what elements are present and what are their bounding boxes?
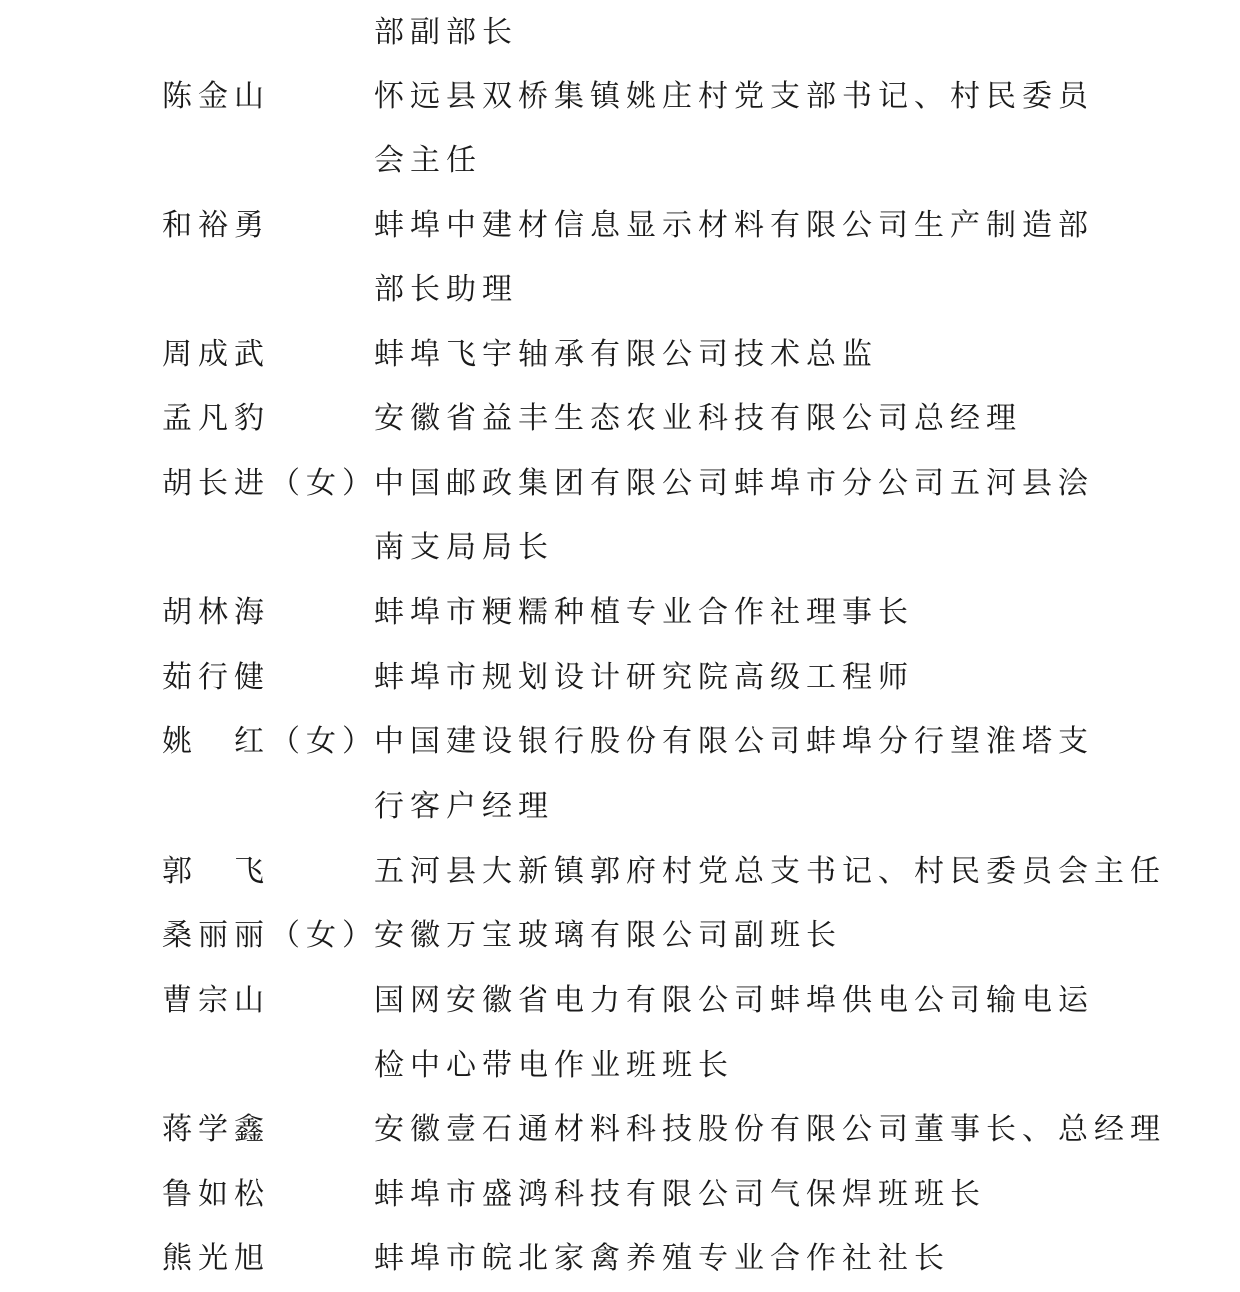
list-item-continuation — [0, 129, 1240, 193]
list-item — [0, 387, 1240, 451]
list-item — [0, 1163, 1240, 1227]
list-item — [0, 840, 1240, 904]
list-item — [0, 646, 1240, 710]
list-item — [0, 1098, 1240, 1162]
member-title: 蚌埠市粳糯种植专业合作社理事长 — [374, 595, 914, 630]
member-name: 胡林海 — [162, 595, 270, 630]
member-name: 蒋学鑫 — [162, 1112, 270, 1147]
member-title: 怀远县双桥集镇姚庄村党支部书记、村民委员 — [374, 79, 1094, 114]
member-title: 五河县大新镇郭府村党总支书记、村民委员会主任 — [374, 854, 1166, 889]
member-title: 蚌埠中建材信息显示材料有限公司生产制造部 — [374, 208, 1094, 243]
member-title: 安徽万宝玻璃有限公司副班长 — [374, 918, 842, 953]
member-title: 蚌埠飞宇轴承有限公司技术总监 — [374, 337, 878, 372]
member-name: 孟凡豹 — [162, 401, 270, 436]
list-item — [0, 710, 1240, 774]
member-name: 姚 红（女） — [162, 724, 378, 759]
member-title: 部副部长 — [374, 15, 518, 50]
list-item — [0, 1, 1240, 65]
member-title: 南支局局长 — [374, 530, 554, 565]
member-title: 国网安徽省电力有限公司蚌埠供电公司输电运 — [374, 983, 1094, 1018]
member-name: 胡长进（女） — [162, 466, 378, 501]
member-title: 部长助理 — [374, 272, 518, 307]
member-title: 会主任 — [374, 143, 482, 178]
member-name: 陈金山 — [162, 79, 270, 114]
member-title: 安徽省益丰生态农业科技有限公司总经理 — [374, 401, 1022, 436]
member-title: 中国建设银行股份有限公司蚌埠分行望淮塔支 — [374, 724, 1094, 759]
list-item-continuation — [0, 775, 1240, 839]
list-item-continuation — [0, 516, 1240, 580]
list-item — [0, 194, 1240, 258]
list-item — [0, 1227, 1240, 1291]
list-item — [0, 323, 1240, 387]
member-name: 桑丽丽（女） — [162, 918, 378, 953]
list-item-continuation — [0, 258, 1240, 322]
member-name: 熊光旭 — [162, 1241, 270, 1276]
member-title: 蚌埠市皖北家禽养殖专业合作社社长 — [374, 1241, 950, 1276]
member-title: 蚌埠市盛鸿科技有限公司气保焊班班长 — [374, 1177, 986, 1212]
list-item — [0, 452, 1240, 516]
list-item-continuation — [0, 1034, 1240, 1098]
member-title: 行客户经理 — [374, 789, 554, 824]
member-name: 鲁如松 — [162, 1177, 270, 1212]
member-title: 安徽壹石通材料科技股份有限公司董事长、总经理 — [374, 1112, 1166, 1147]
member-name: 曹宗山 — [162, 983, 270, 1018]
member-name: 和裕勇 — [162, 208, 270, 243]
member-title: 蚌埠市规划设计研究院高级工程师 — [374, 660, 914, 695]
member-name: 周成武 — [162, 337, 270, 372]
member-title: 检中心带电作业班班长 — [374, 1048, 734, 1083]
list-item — [0, 969, 1240, 1033]
member-name: 茹行健 — [162, 660, 270, 695]
member-title: 中国邮政集团有限公司蚌埠市分公司五河县浍 — [374, 466, 1094, 501]
member-name: 郭 飞 — [162, 854, 270, 889]
list-item — [0, 904, 1240, 968]
list-item — [0, 581, 1240, 645]
list-item — [0, 65, 1240, 129]
